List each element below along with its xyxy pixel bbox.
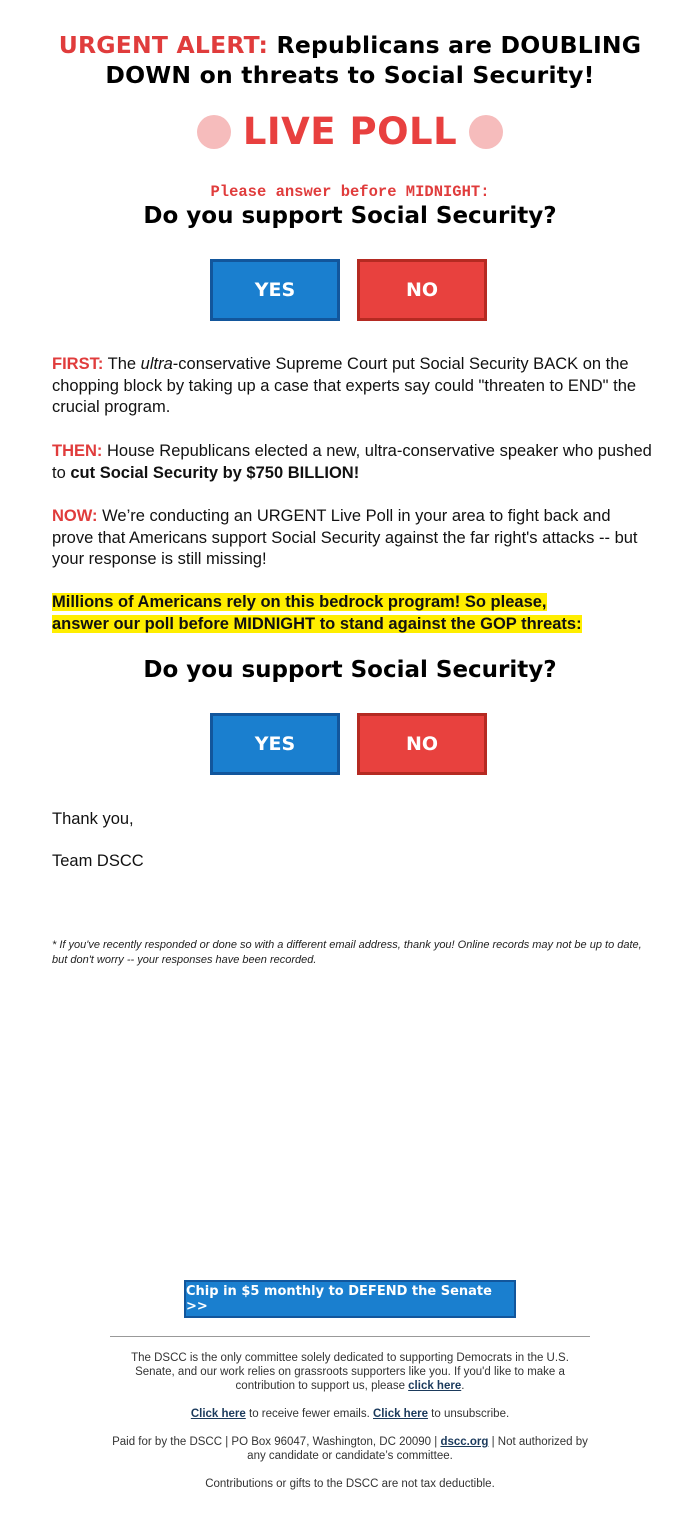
- poll-deadline: Please answer before MIDNIGHT:: [210, 183, 490, 201]
- poll-question: Do you support Social Security?: [143, 203, 557, 229]
- now-text: We’re conducting an URGENT Live Poll in your area to fight back and prove that Americans support Social Security against the far right's attacks -- but your response is still missing!: [52, 507, 638, 568]
- first-italic: ultra: [140, 355, 173, 373]
- fewer-emails-link[interactable]: Click here: [190, 1408, 246, 1420]
- live-dot-icon: [469, 115, 503, 149]
- no-button-repeat[interactable]: NO: [357, 713, 487, 775]
- signoff-team: Team DSCC: [52, 852, 144, 870]
- headline-text: Republicans are DOUBLING DOWN on threats to Social Security!: [105, 31, 642, 89]
- poll-buttons: [0, 259, 700, 325]
- fewer-text: to receive fewer emails.: [245, 1408, 373, 1420]
- then-label: THEN:: [52, 442, 103, 460]
- footer-divider: [110, 1336, 590, 1337]
- live-poll-banner: [0, 110, 700, 160]
- live-poll-title: LIVE POLL: [242, 110, 458, 153]
- signoff-thanks: Thank you,: [52, 810, 134, 828]
- first-label: FIRST:: [52, 355, 104, 373]
- disclaimer: * If you've recently responded or done so with a different email address, thank you! Online records may not be up to date, but don't worry -- your responses have been recorded.: [52, 939, 642, 966]
- then-bold: cut Social Security by $750 BILLION!: [70, 463, 360, 482]
- dscc-site-link[interactable]: dscc.org: [440, 1436, 489, 1448]
- poll-buttons-repeat: [0, 713, 700, 779]
- unsub-text: to unsubscribe.: [427, 1408, 510, 1420]
- yes-button[interactable]: YES: [210, 259, 340, 321]
- first-text: -conservative Supreme Court put Social Security BACK on the chopping block by taking up a case that experts say could "threaten to END" the crucial program.: [52, 355, 637, 416]
- paragraph-then: [52, 441, 652, 484]
- first-pre: The: [107, 355, 141, 373]
- footer-paid-for: [110, 1435, 590, 1463]
- now-label: NOW:: [52, 507, 98, 525]
- unsubscribe-link[interactable]: Click here: [373, 1408, 428, 1420]
- footer-email-prefs: [110, 1407, 590, 1421]
- paid-end: | Not authorized by any candidate or candidate’s committee.: [247, 1436, 588, 1462]
- yes-button-repeat[interactable]: YES: [210, 713, 340, 775]
- live-dot-icon: [197, 115, 231, 149]
- about-end: .: [461, 1380, 465, 1392]
- no-button[interactable]: NO: [357, 259, 487, 321]
- footer-tax-note: Contributions or gifts to the DSCC are not tax deductible.: [205, 1478, 495, 1490]
- headline: [40, 30, 660, 90]
- footer-about: [110, 1351, 590, 1393]
- chip-in-button[interactable]: Chip in $5 monthly to DEFEND the Senate >>: [184, 1280, 516, 1318]
- then-text: House Republicans elected a new, ultra-conservative speaker who pushed to: [52, 442, 652, 482]
- highlight-callout: [52, 592, 652, 635]
- about-text: The DSCC is the only committee solely dedicated to supporting Democrats in the U.S. Senate, and our work relies on grassroots supporters like you. If you'd like to make a contribution to support us, please: [131, 1352, 569, 1392]
- paragraph-first: [52, 354, 652, 419]
- paragraph-now: [52, 506, 652, 571]
- poll-question-repeat: Do you support Social Security?: [143, 657, 557, 683]
- paid-text: Paid for by the DSCC | PO Box 96047, Washington, DC 20090 |: [112, 1436, 441, 1448]
- highlight-line-2: answer our poll before MIDNIGHT to stand against the GOP threats:: [52, 614, 582, 633]
- alert-label: URGENT ALERT:: [58, 31, 269, 59]
- donate-link[interactable]: click here: [408, 1380, 462, 1392]
- highlight-line-1: Millions of Americans rely on this bedrock program! So please,: [52, 593, 547, 611]
